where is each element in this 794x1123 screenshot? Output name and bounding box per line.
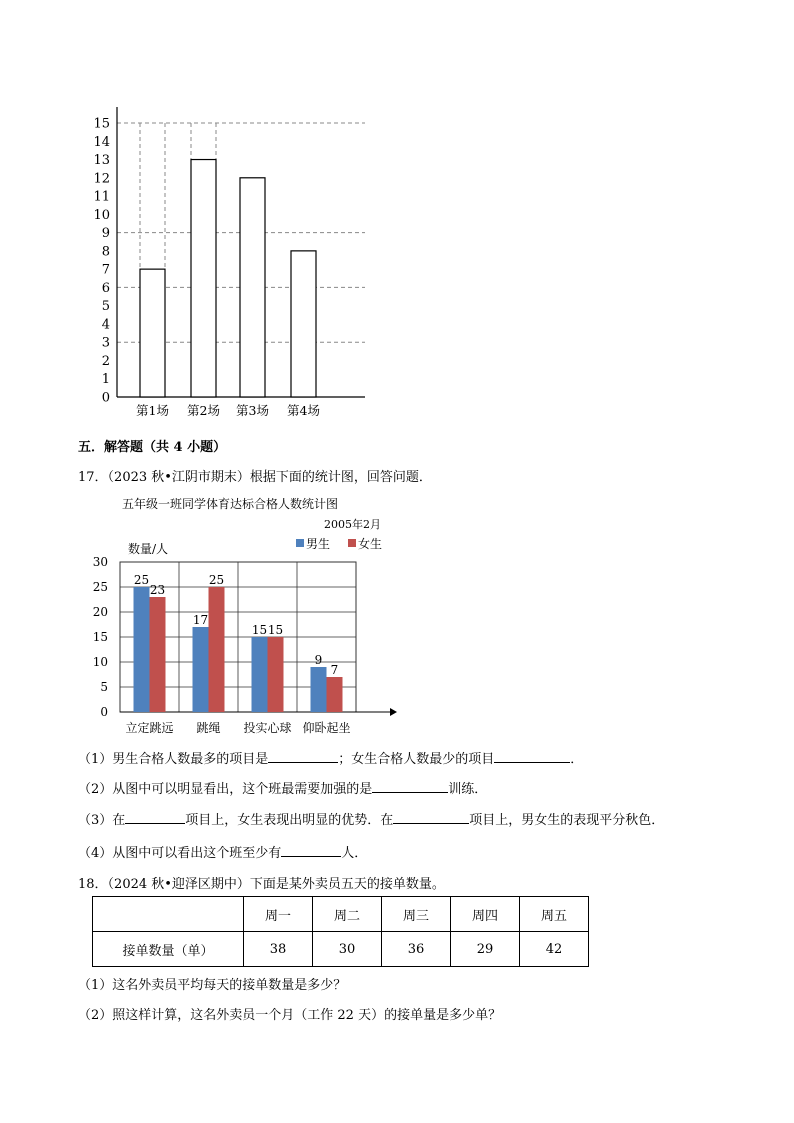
data-label: 23	[149, 583, 166, 597]
y-tick-label: 2	[101, 353, 110, 369]
y-tick-label: 8	[101, 244, 110, 260]
answer-blank[interactable]	[494, 750, 570, 763]
fitness-bar-chart	[86, 492, 416, 742]
table-row-label: 接单数量（单）	[93, 932, 244, 967]
q17-sub1-text-c: ．	[570, 752, 584, 767]
y-tick-label: 1	[101, 372, 110, 388]
data-label: 17	[192, 613, 209, 627]
bar	[140, 269, 165, 397]
x-tick-label: 第1场	[136, 403, 169, 418]
chart-subtitle: 2005年2月	[324, 518, 381, 531]
table-header-cell: 周一	[244, 897, 313, 932]
y-tick-label: 12	[93, 171, 110, 187]
q17-sub3-text-a: （3）在	[78, 813, 126, 828]
data-label: 9	[314, 653, 323, 667]
y-tick-label: 9	[101, 226, 110, 242]
y-tick-label: 15	[92, 630, 108, 644]
bar	[252, 637, 268, 712]
y-tick-label: 13	[93, 153, 110, 169]
table-cell: 30	[313, 932, 382, 967]
y-tick-label: 4	[101, 317, 110, 333]
y-tick-label: 3	[101, 335, 110, 351]
q18-sub2: （2）照这样计算，这名外卖员一个月（工作 22 天）的接单量是多少单？	[78, 1008, 502, 1023]
table-header-cell	[93, 897, 244, 932]
section-heading: 五．解答题（共 4 小题）	[78, 440, 227, 455]
chart-title: 五年级一班同学体育达标合格人数统计图	[122, 497, 339, 511]
q17-sub1-text-b: ；女生合格人数最少的项目	[338, 752, 495, 767]
bar	[240, 178, 265, 397]
y-tick-label: 15	[93, 116, 110, 132]
table-header-row	[93, 897, 589, 932]
y-tick-label: 25	[92, 580, 108, 594]
x-tick-label: 第2场	[187, 403, 220, 418]
data-label: 25	[133, 573, 150, 587]
bar	[150, 597, 166, 712]
table-row	[93, 932, 589, 967]
y-tick-label: 5	[101, 299, 110, 315]
answer-blank[interactable]	[393, 811, 469, 824]
q17-sub3-text-b: 项目上，女生表现出明显的优势．在	[185, 813, 394, 828]
y-tick-label: 5	[100, 680, 108, 694]
table-header-cell: 周五	[520, 897, 589, 932]
legend-label: 男生	[306, 537, 331, 551]
q18-stem: 18．（2024 秋•迎泽区期中）下面是某外卖员五天的接单数量。	[78, 877, 445, 892]
y-tick-label: 6	[101, 280, 110, 296]
answer-blank[interactable]	[268, 750, 338, 763]
bar	[209, 587, 225, 712]
data-label: 7	[330, 663, 339, 677]
legend-swatch	[296, 539, 304, 547]
y-tick-label: 7	[101, 262, 110, 278]
y-tick-label: 0	[101, 390, 110, 406]
x-tick-label: 第4场	[287, 403, 320, 418]
y-tick-label: 10	[92, 655, 108, 669]
bar	[134, 587, 150, 712]
answer-blank[interactable]	[281, 844, 341, 857]
q17-sub1	[78, 748, 583, 767]
q17-stem: 17．（2023 秋•江阴市期末）根据下面的统计图，回答问题．	[78, 470, 432, 485]
y-tick-label: 10	[93, 207, 110, 223]
table-cell: 38	[244, 932, 313, 967]
table-header-cell: 周四	[451, 897, 520, 932]
x-tick-label: 跳绳	[196, 721, 221, 735]
table-header-cell: 周二	[313, 897, 382, 932]
y-tick-label: 0	[100, 705, 108, 719]
y-tick-label: 20	[92, 605, 108, 619]
answer-blank[interactable]	[125, 811, 185, 824]
x-tick-label: 仰卧起坐	[302, 721, 351, 735]
q17-sub4	[78, 842, 367, 861]
y-tick-label: 11	[93, 189, 110, 205]
bar	[311, 667, 327, 712]
legend-swatch	[348, 539, 356, 547]
data-label: 15	[251, 623, 268, 637]
q17-sub4-text-b: 人．	[341, 846, 368, 861]
orders-table	[92, 896, 589, 967]
q17-sub3	[78, 809, 664, 828]
table-cell: 36	[382, 932, 451, 967]
q17-sub2	[78, 778, 487, 797]
table-cell: 42	[520, 932, 589, 967]
q17-sub2-text-a: （2）从图中可以明显看出，这个班最需要加强的是	[78, 782, 373, 797]
x-tick-label: 投实心球	[243, 721, 292, 735]
chart1-bars	[140, 160, 316, 397]
data-label: 25	[208, 573, 225, 587]
q17-sub2-text-b: 训练．	[448, 782, 488, 797]
bar	[191, 160, 216, 397]
bar	[268, 637, 284, 712]
bar	[291, 251, 316, 397]
x-tick-label: 第3场	[236, 403, 269, 418]
table-header-cell: 周三	[382, 897, 451, 932]
q17-sub4-text-a: （4）从图中可以看出这个班至少有	[78, 846, 282, 861]
bar	[327, 677, 343, 712]
legend-label: 女生	[358, 537, 383, 551]
match-bar-chart	[80, 95, 380, 425]
q17-sub1-text-a: （1）男生合格人数最多的项目是	[78, 752, 269, 767]
x-axis-arrow	[390, 708, 397, 716]
answer-blank[interactable]	[372, 780, 448, 793]
y-axis-label: 数量/人	[128, 542, 169, 556]
q17-sub3-text-c: 项目上，男女生的表现平分秋色．	[469, 813, 665, 828]
q18-sub1: （1）这名外卖员平均每天的接单数量是多少？	[78, 978, 347, 993]
table-cell: 29	[451, 932, 520, 967]
y-tick-label: 14	[93, 134, 110, 150]
x-tick-label: 立定跳远	[125, 721, 174, 735]
bar	[193, 627, 209, 712]
data-label: 15	[267, 623, 284, 637]
y-tick-label: 30	[92, 555, 108, 569]
